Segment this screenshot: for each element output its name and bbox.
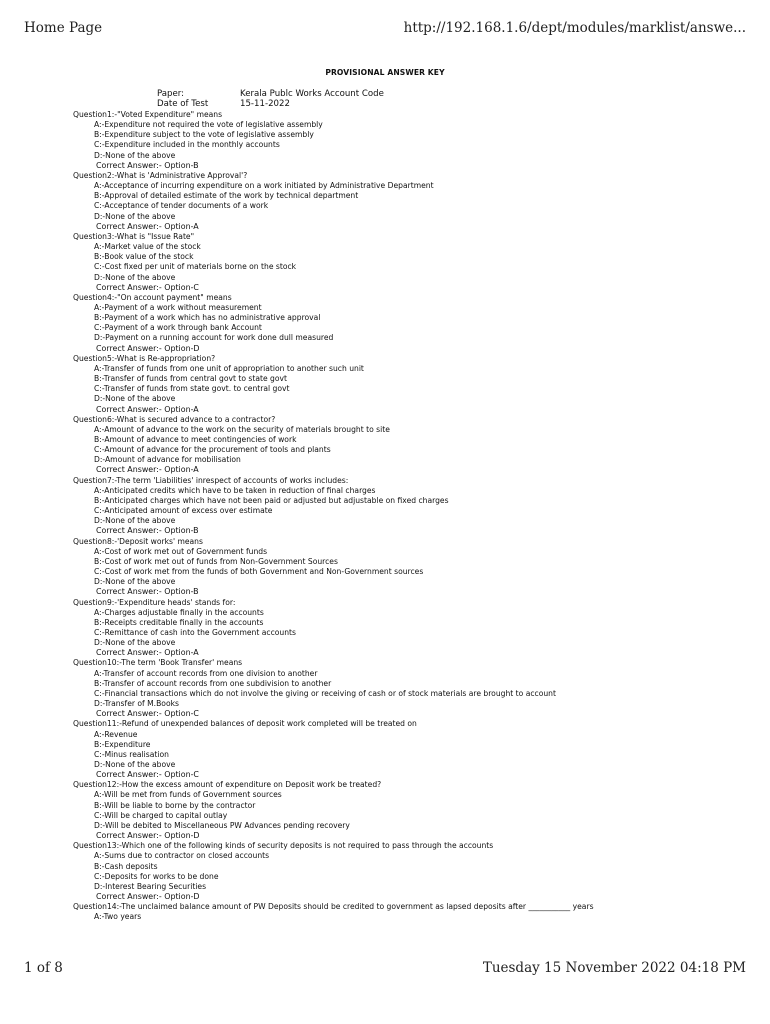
answer-option: D:-None of the above	[94, 272, 176, 282]
answer-option: C:-Will be charged to capital outlay	[94, 810, 228, 820]
correct-answer: Correct Answer:- Option-C	[96, 770, 199, 780]
answer-option: B:-Expenditure	[94, 739, 151, 749]
question-block	[73, 719, 594, 780]
question-block	[73, 171, 594, 232]
document-title: PROVISIONAL ANSWER KEY	[325, 68, 445, 77]
question-block	[73, 476, 594, 537]
correct-answer: Correct Answer:- Option-C	[96, 709, 199, 719]
correct-answer: Correct Answer:- Option-C	[96, 282, 199, 292]
correct-answer: Correct Answer:- Option-D	[96, 892, 200, 902]
answer-option: A:-Payment of a work without measurement	[94, 302, 262, 312]
answer-option: A:-Amount of advance to the work on the security of materials brought to site	[94, 424, 390, 434]
answer-option: C:-Cost fixed per unit of materials borne on the stock	[94, 262, 297, 272]
answer-option: A:-Transfer of account records from one division to another	[94, 668, 318, 678]
question-block	[73, 780, 594, 841]
answer-option: B:-Approval of detailed estimate of the work by technical department	[94, 191, 359, 201]
answer-option: B:-Transfer of account records from one subdivision to another	[94, 678, 332, 688]
question-text: Question3:-What is "Issue Rate"	[73, 231, 195, 241]
answer-option: A:-Charges adjustable finally in the accounts	[94, 607, 264, 617]
question-text: Question5:-What is Re-appropriation?	[73, 353, 216, 363]
question-block	[73, 232, 594, 293]
question-text: Question13:-Which one of the following kinds of security deposits is not required to pass through the accounts	[73, 841, 494, 851]
answer-option: C:-Transfer of funds from state govt. to central govt	[94, 384, 290, 394]
question-text: Question11:-Refund of unexpended balances of deposit work completed will be treated on	[73, 719, 417, 729]
answer-option: D:-None of the above	[94, 760, 176, 769]
answer-option: C:-Amount of advance for the procurement of tools and plants	[94, 445, 331, 455]
answer-option: D:-None of the above	[94, 577, 176, 587]
correct-answer: Correct Answer:- Option-B	[96, 160, 199, 170]
answer-option: A:-Market value of the stock	[94, 242, 201, 252]
question-text: Question10:-The term 'Book Transfer' means	[73, 658, 243, 668]
correct-answer: Correct Answer:- Option-A	[96, 221, 199, 231]
answer-option: D:-Interest Bearing Securities	[94, 881, 207, 891]
answer-option: A:-Cost of work met out of Government funds	[94, 546, 268, 556]
answer-option: A:-Expenditure not required the vote of legislative assembly	[94, 120, 323, 130]
answer-option: C:-Anticipated amount of excess over estimate	[94, 506, 273, 516]
question-text: Question12:-How the excess amount of expenditure on Deposit work be treated?	[73, 780, 382, 790]
correct-answer: Correct Answer:- Option-B	[96, 587, 199, 597]
answer-option: D:-None of the above	[94, 638, 176, 648]
answer-option: A:-Two years	[94, 912, 142, 922]
page-counter: 1 of 8	[24, 960, 63, 976]
question-block	[73, 841, 594, 902]
answer-option: B:-Cost of work met out of funds from Non-Government Sources	[94, 556, 338, 566]
answer-option: C:-Expenditure included in the monthly accounts	[94, 140, 280, 150]
paper-value: Kerala Publc Works Account Code	[240, 89, 384, 99]
answer-option: D:-Will be debited to Miscellaneous PW Advances pending recovery	[94, 820, 350, 830]
question-block	[73, 658, 594, 719]
question-block	[73, 415, 594, 476]
question-block	[73, 110, 594, 171]
answer-option: B:-Will be liable to borne by the contractor	[94, 800, 256, 810]
answer-option: C:-Cost of work met from the funds of both Government and Non-Government sources	[94, 567, 424, 577]
answer-option: C:-Minus realisation	[94, 749, 169, 759]
question-text: Question9:-'Expenditure heads' stands for:	[73, 597, 236, 607]
question-text: Question6:-What is secured advance to a contractor?	[73, 414, 276, 424]
answer-option: C:-Acceptance of tender documents of a work	[94, 201, 269, 211]
question-text: Question8:-'Deposit works' means	[73, 536, 203, 546]
paper-row	[157, 89, 384, 99]
answer-option: D:-None of the above	[94, 211, 176, 221]
answer-option: B:-Amount of advance to meet contingencies of work	[94, 435, 297, 444]
answer-option: A:-Transfer of funds from one unit of appropriation to another such unit	[94, 363, 364, 373]
answer-option: B:-Payment of a work which has no administrative approval	[94, 313, 321, 323]
answer-option: B:-Anticipated charges which have not been paid or adjusted but adjustable on fixed charges	[94, 495, 449, 505]
answer-option: D:-None of the above	[94, 394, 176, 404]
answer-option: D:-Payment on a running account for work done dull measured	[94, 333, 334, 343]
question-text: Question1:-"Voted Expenditure" means	[73, 110, 223, 119]
answer-option: A:-Will be met from funds of Government sources	[94, 790, 282, 800]
answer-option: C:-Deposits for works to be done	[94, 871, 219, 881]
question-text: Question14:-The unclaimed balance amount of PW Deposits should be credited to government as lapsed deposits after ___________ years	[73, 902, 594, 912]
answer-option: A:-Acceptance of incurring expenditure on a work initiated by Administrative Department	[94, 181, 434, 191]
answer-option: B:-Expenditure subject to the vote of legislative assembly	[94, 130, 314, 140]
question-block	[73, 537, 594, 598]
answer-option: B:-Transfer of funds from central govt to state govt	[94, 374, 287, 384]
date-label: Date of Test	[157, 99, 209, 109]
paper-label: Paper:	[157, 89, 185, 99]
browser-header-url: http://192.168.1.6/dept/modules/marklist/answe...	[403, 20, 746, 36]
correct-answer: Correct Answer:- Option-D	[96, 343, 200, 353]
question-text: Question7:-The term 'Liabilities' inrespect of accounts of works includes:	[73, 475, 349, 485]
browser-header-title: Home Page	[24, 20, 103, 36]
question-block	[73, 293, 594, 354]
correct-answer: Correct Answer:- Option-A	[96, 648, 199, 658]
answer-option: D:-Transfer of M.Books	[94, 699, 179, 709]
question-block	[73, 598, 594, 659]
answer-option: D:-None of the above	[94, 150, 176, 160]
answer-option: C:-Remittance of cash into the Government accounts	[94, 627, 296, 637]
print-timestamp: Tuesday 15 November 2022 04:18 PM	[482, 960, 746, 976]
answer-option: B:-Receipts creditable finally in the accounts	[94, 617, 264, 627]
question-block	[73, 902, 594, 922]
answer-option: C:-Financial transactions which do not involve the giving or receiving of cash or of stock materials are brought to account	[94, 688, 556, 698]
date-row	[157, 99, 290, 109]
answer-option: A:-Revenue	[94, 729, 138, 739]
correct-answer: Correct Answer:- Option-B	[96, 526, 199, 536]
answer-option: A:-Anticipated credits which have to be taken in reduction of final charges	[94, 485, 376, 495]
answer-option: C:-Payment of a work through bank Account	[94, 323, 262, 333]
correct-answer: Correct Answer:- Option-A	[96, 465, 199, 475]
correct-answer: Correct Answer:- Option-D	[96, 831, 200, 841]
answer-option: D:-Amount of advance for mobilisation	[94, 455, 241, 465]
answer-option: A:-Sums due to contractor on closed accounts	[94, 851, 270, 861]
answer-option: B:-Book value of the stock	[94, 252, 194, 262]
question-text: Question2:-What is 'Administrative Approval'?	[73, 170, 248, 180]
question-list	[73, 110, 594, 923]
date-value: 15-11-2022	[240, 99, 290, 109]
question-block	[73, 354, 594, 415]
question-text: Question4:-"On account payment" means	[73, 292, 232, 302]
correct-answer: Correct Answer:- Option-A	[96, 404, 199, 414]
answer-option: D:-None of the above	[94, 516, 176, 526]
answer-option: B:-Cash deposits	[94, 861, 158, 871]
